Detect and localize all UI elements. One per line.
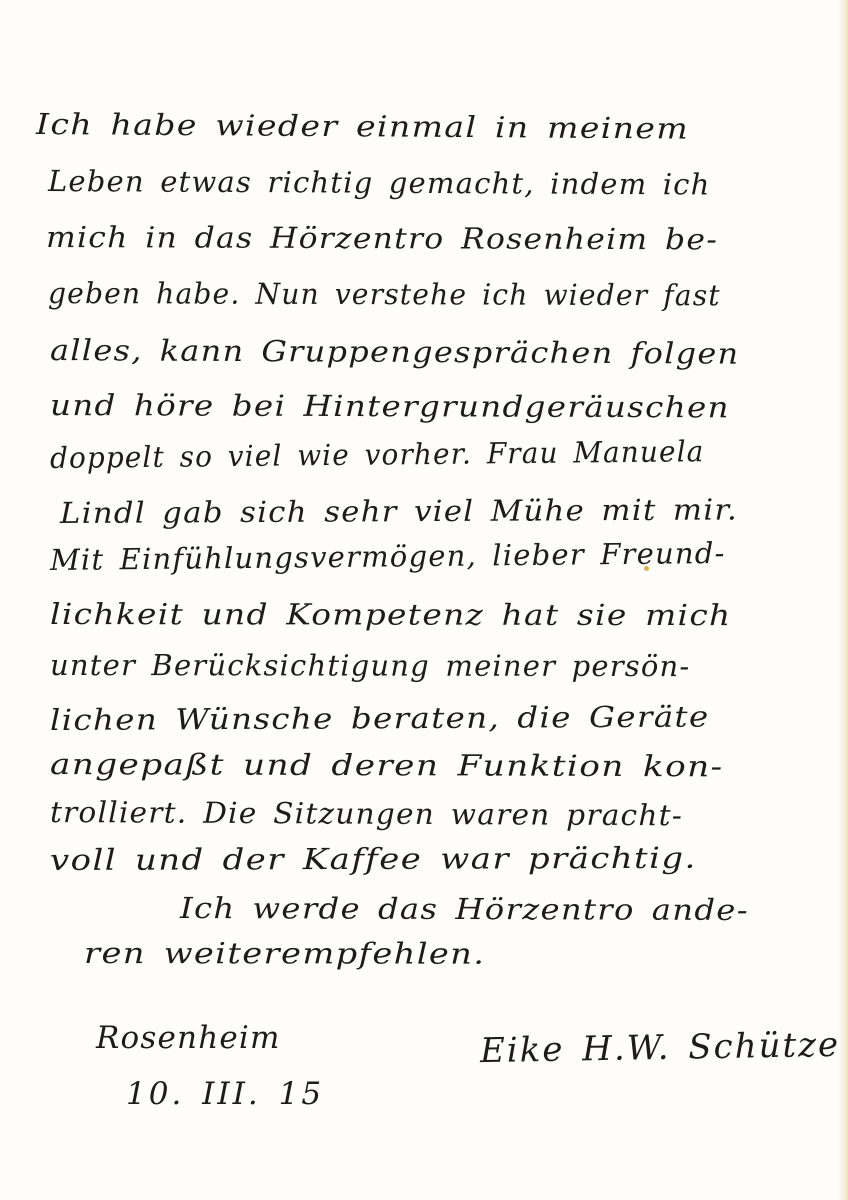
letter-line: doppelt so viel wie vorher. Frau Manuela <box>49 434 705 475</box>
letter-line: angepaßt und deren Funktion kon- <box>49 747 724 784</box>
letter-date: 10. III. 15 <box>126 1076 325 1112</box>
letter-line: Ich habe wieder einmal in meinem <box>35 107 690 146</box>
letter-line: Leben etwas richtig gemacht, indem ich <box>47 164 711 202</box>
letter-line: Lindl gab sich sehr viel Mühe mit mir. <box>59 492 739 530</box>
letter-line: Mit Einfühlungsvermögen, lieber Freund- <box>49 535 726 577</box>
letter-line: mich in das Hörzentro Rosenheim be- <box>45 220 719 257</box>
letter-line: lichen Wünsche beraten, die Geräte <box>49 699 710 737</box>
letter-line: geben habe. Nun verstehe ich wieder fast <box>47 276 721 313</box>
letter-line: trolliert. Die Sitzungen waren pracht- <box>49 795 684 833</box>
letter-line: alles, kann Gruppengesprächen folgen <box>49 333 740 371</box>
letter-line: voll und der Kaffee war prächtig. <box>49 840 697 877</box>
place-name: Rosenheim <box>96 1020 281 1056</box>
letter-line: ren weiterempfehlen. <box>83 936 486 971</box>
letter-line: unter Berücksichtigung meiner persön- <box>49 648 691 684</box>
letter-line: und höre bei Hintergrundgeräuschen <box>49 388 730 425</box>
signature: Eike H.W. Schütze <box>479 1024 841 1072</box>
letter-line: lichkeit und Kompetenz hat sie mich <box>49 597 732 633</box>
letter-line: Ich werde das Hörzentro ande- <box>179 891 750 927</box>
